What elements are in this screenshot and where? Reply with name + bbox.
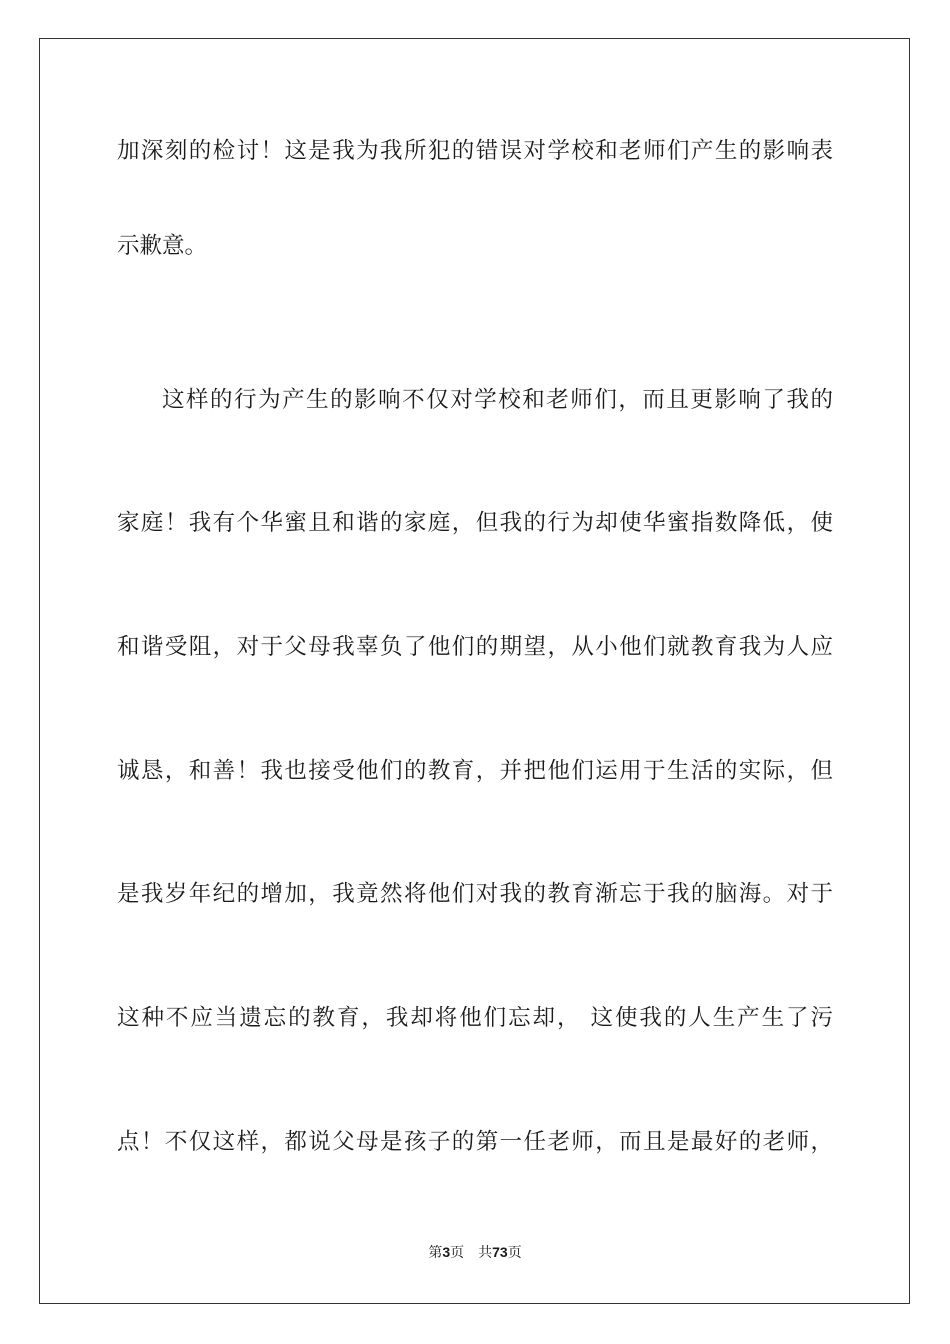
footer-total-pages: 73 — [492, 1244, 508, 1260]
footer-total-suffix: 页 — [507, 1245, 522, 1261]
page-frame — [39, 38, 910, 1304]
text-line-7: 是我岁年纪的增加，我竟然将他们对我的教育渐忘于我的脑海。对于 — [117, 881, 833, 907]
text-line-4: 家庭！我有个华蜜且和谐的家庭，但我的行为却使华蜜指数降低，使 — [117, 510, 833, 536]
text-line-3: 这样的行为产生的影响不仅对学校和老师们，而且更影响了我的 — [162, 387, 833, 413]
footer-total-prefix: 共 — [478, 1245, 493, 1261]
footer-page-number: 3 — [442, 1244, 451, 1260]
footer-page-prefix: 第 — [428, 1245, 443, 1261]
text-line-8: 这种不应当遗忘的教育，我却将他们忘却， 这使我的人生产生了污 — [117, 1005, 833, 1031]
text-line-6: 诚恳，和善！我也接受他们的教育，并把他们运用于生活的实际，但 — [117, 758, 833, 784]
page-footer — [0, 1242, 950, 1262]
footer-page-suffix: 页 — [450, 1245, 465, 1261]
text-line-1: 加深刻的检讨！这是我为我所犯的错误对学校和老师们产生的影响表 — [117, 138, 833, 164]
text-line-9: 点！不仅这样，都说父母是孩子的第一任老师，而且是最好的老师， — [117, 1129, 833, 1155]
text-line-2: 示歉意。 — [117, 233, 208, 259]
text-line-5: 和谐受阻，对于父母我辜负了他们的期望，从小他们就教育我为人应 — [117, 634, 833, 660]
